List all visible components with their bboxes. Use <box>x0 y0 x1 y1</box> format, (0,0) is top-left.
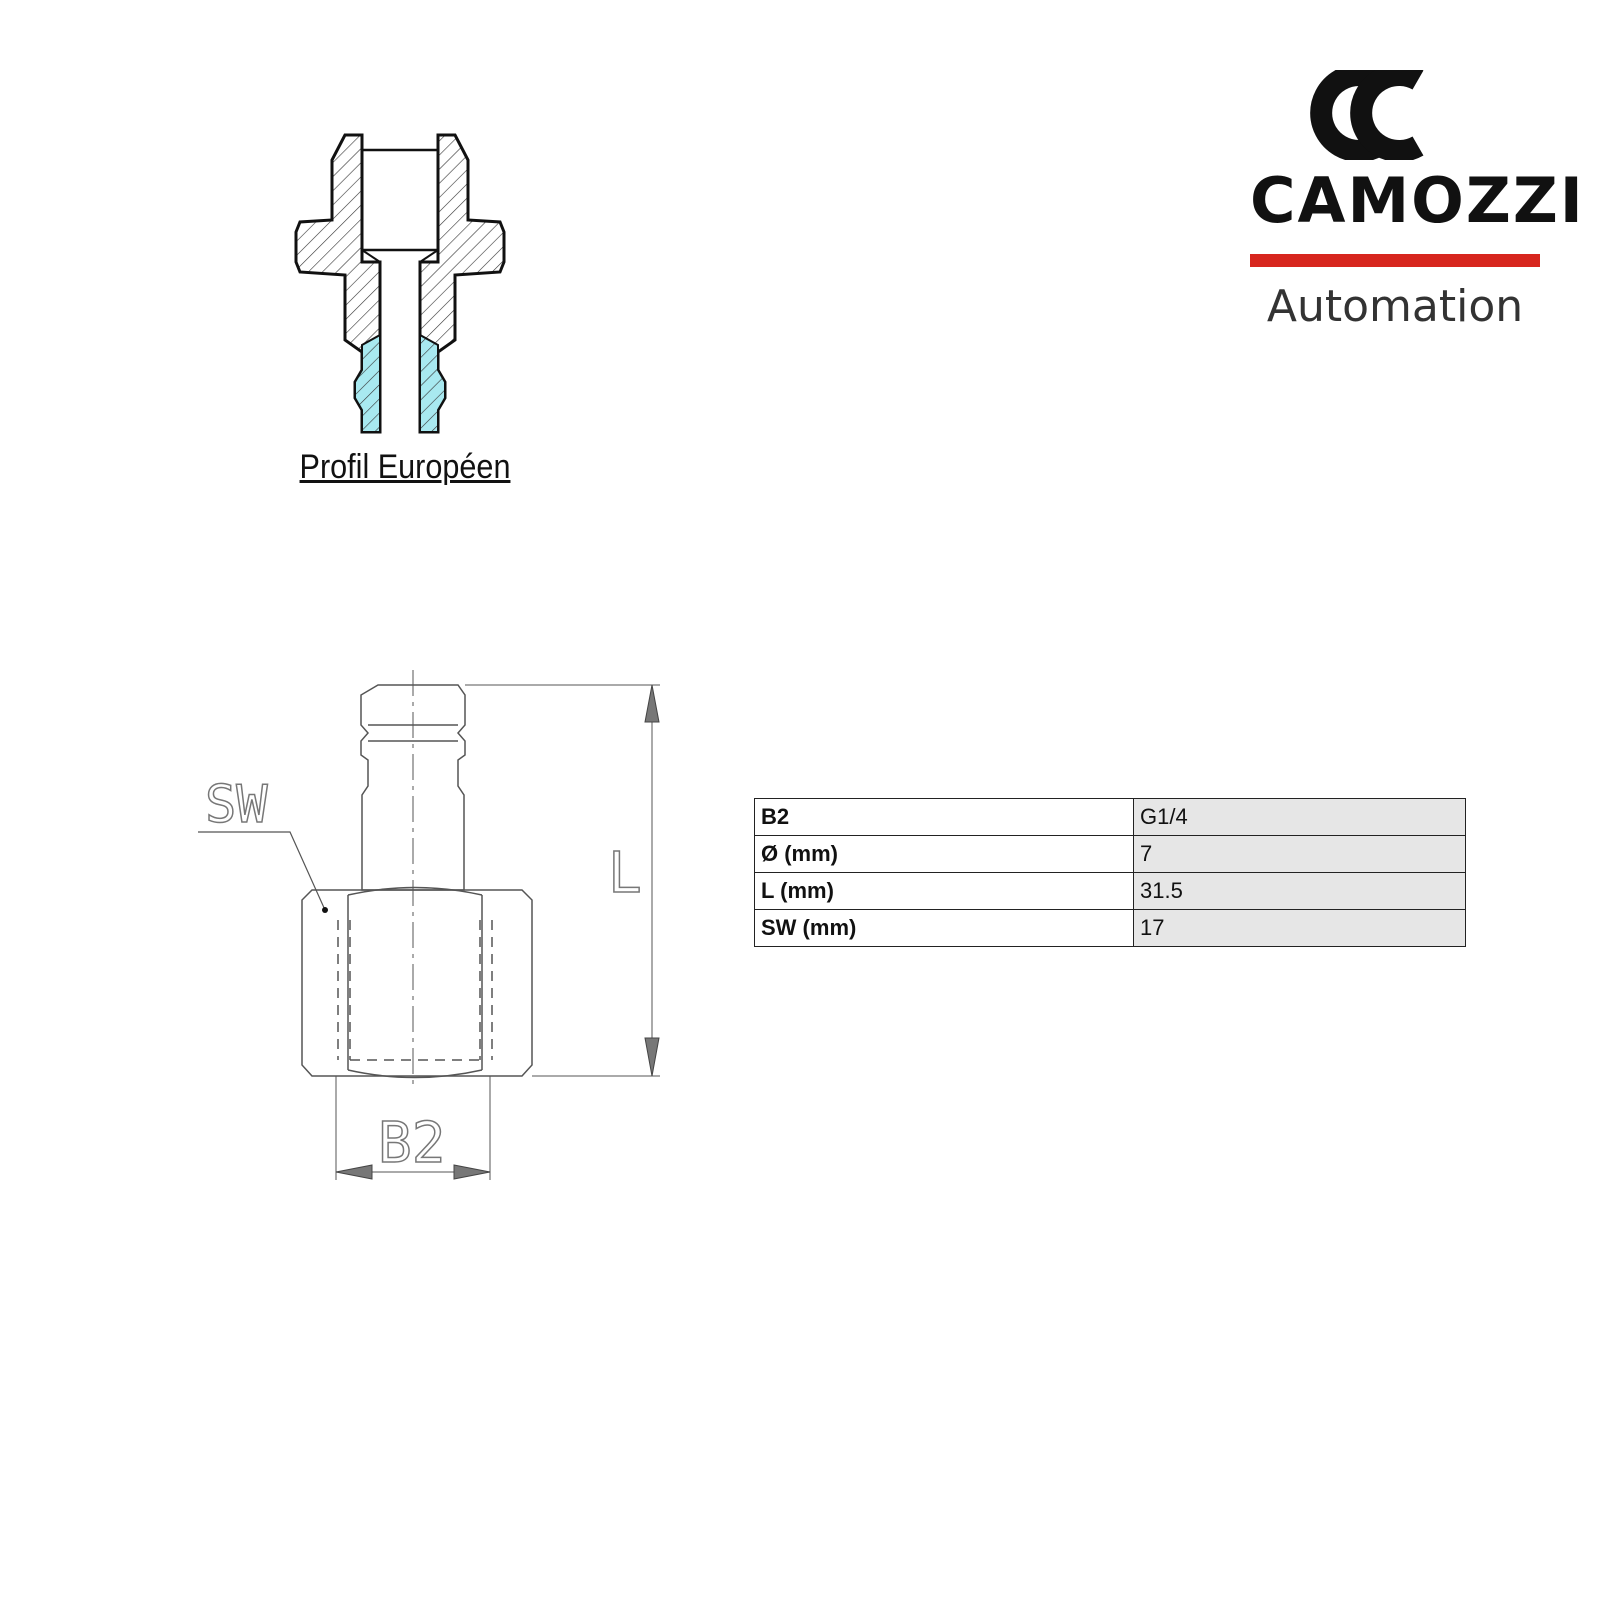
spec-key: L (mm) <box>755 873 1134 910</box>
logo-wordmark: CAMOZZI <box>1250 164 1585 237</box>
spec-value: 31.5 <box>1134 873 1466 910</box>
plug-hex-body <box>302 890 532 1076</box>
spec-value: G1/4 <box>1134 799 1466 836</box>
profile-caption: Profil Européen <box>299 448 511 486</box>
length-label: L <box>608 841 642 906</box>
table-row <box>755 873 1466 910</box>
camozzi-logo <box>1250 70 1585 350</box>
table-row <box>755 910 1466 947</box>
table-row <box>755 799 1466 836</box>
spec-key: SW (mm) <box>755 910 1134 947</box>
camozzi-cc-icon <box>1250 70 1550 160</box>
table-row <box>755 836 1466 873</box>
dimension-drawing <box>0 0 700 1200</box>
thread-size-label: B2 <box>378 1111 446 1176</box>
spec-key: B2 <box>755 799 1134 836</box>
hex-size-label: SW <box>205 775 268 835</box>
hex-leader-line <box>198 832 325 910</box>
logo-subtitle: Automation <box>1266 281 1524 332</box>
spec-value: 17 <box>1134 910 1466 947</box>
logo-accent-bar <box>1250 254 1540 267</box>
spec-value: 7 <box>1134 836 1466 873</box>
spec-table <box>754 798 1466 947</box>
spec-key: Ø (mm) <box>755 836 1134 873</box>
